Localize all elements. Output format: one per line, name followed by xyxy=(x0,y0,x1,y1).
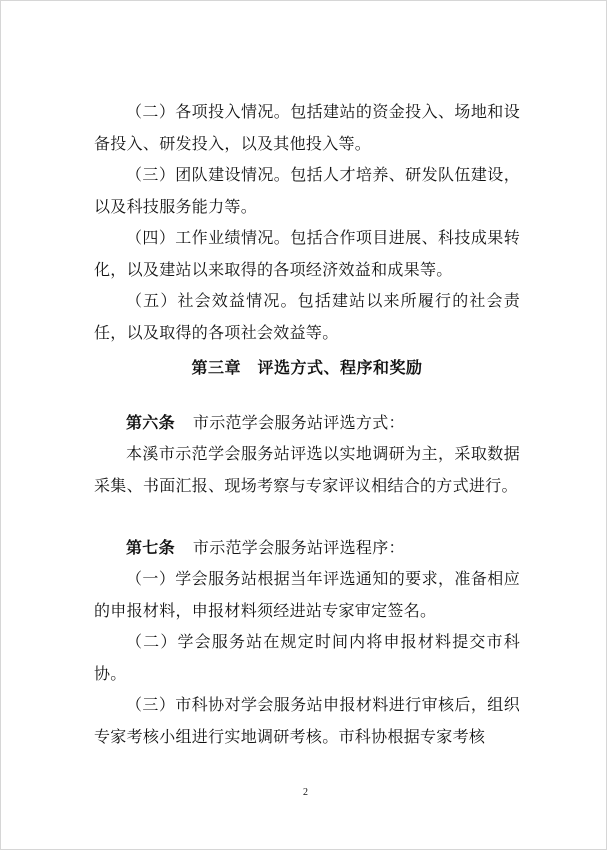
article-7-label: 第七条 xyxy=(126,538,175,557)
paragraph-performance: （四）工作业绩情况。包括合作项目进展、科技成果转化，以及建站以来取得的各项经济效益和成果等。 xyxy=(94,228,520,279)
paragraph-social-benefit: （五）社会效益情况。包括建站以来所履行的社会责任，以及取得的各项社会效益等。 xyxy=(94,291,520,342)
article-6-label: 第六条 xyxy=(126,413,175,432)
chapter-title: 第三章 评选方式、程序和奖励 xyxy=(191,358,423,377)
article-7-title: 市示范学会服务站评选程序： xyxy=(192,538,405,557)
article-7-item-1: （一）学会服务站根据当年评选通知的要求，准备相应的申报材料，申报材料须经进站专家审定签名。 xyxy=(94,569,520,620)
article-7-heading xyxy=(94,532,520,564)
page-number: 2 xyxy=(303,787,308,798)
article-6-heading xyxy=(94,407,520,439)
article-6-title: 市示范学会服务站评选方式： xyxy=(192,413,405,432)
article-7-item-3: （三）市科协对学会服务站申报材料进行审核后，组织专家考核小组进行实地调研考核。市科协根据专家考核 xyxy=(94,695,520,746)
article-6-body: 本溪市示范学会服务站评选以实地调研为主，采取数据采集、书面汇报、现场考察与专家评议相结合的方式进行。 xyxy=(94,444,520,495)
paragraph-team: （三）团队建设情况。包括人才培养、研发队伍建设，以及科技服务能力等。 xyxy=(94,165,520,216)
paragraph-investment: （二）各项投入情况。包括建站的资金投入、场地和设备投入、研发投入，以及其他投入等。 xyxy=(94,102,520,153)
article-7-item-2: （二）学会服务站在规定时间内将申报材料提交市科协。 xyxy=(94,632,520,683)
